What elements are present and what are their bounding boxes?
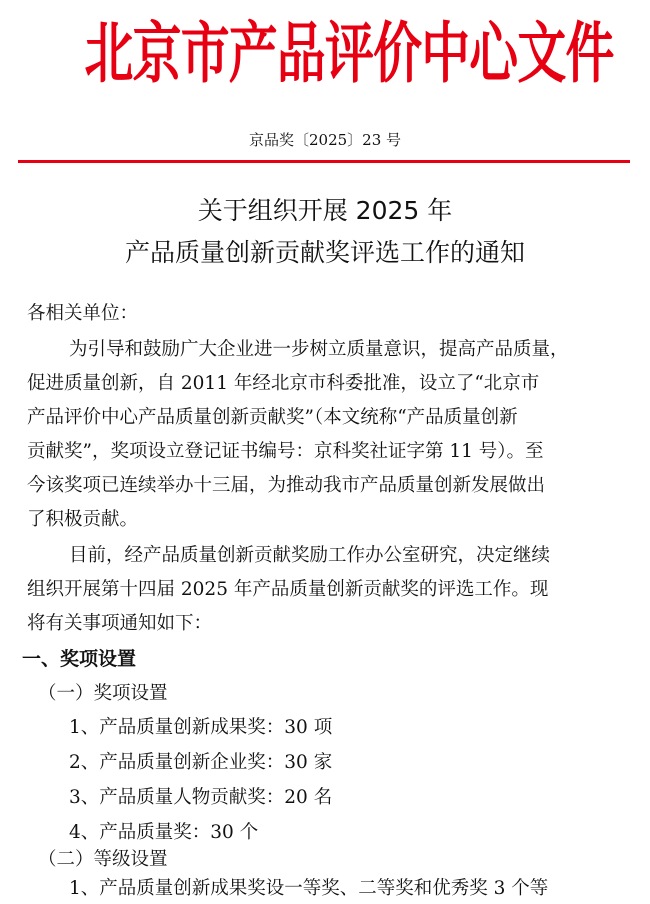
list-item: 4、产品质量奖：30 个: [69, 822, 259, 843]
section-heading: 一、奖项设置: [22, 648, 137, 670]
paragraph-line: 组织开展第十四届 2025 年产品质量创新贡献奖的评选工作。现: [27, 579, 549, 600]
list-item: 3、产品质量人物贡献奖：20 名: [69, 787, 333, 808]
paragraph-line: 了积极贡献。: [27, 509, 139, 530]
paragraph-line: 为引导和鼓励广大企业进一步树立质量意识，提高产品质量，: [69, 339, 569, 360]
subsection-heading: （一）奖项设置: [38, 683, 168, 704]
paragraph-line: 产品评价中心产品质量创新贡献奖”（本文统称“产品质量创新: [27, 407, 518, 428]
paragraph-line: 今该奖项已连续举办十三届，为推动我市产品质量创新发展做出: [27, 475, 546, 496]
document-number: 京品奖〔2025〕23 号: [248, 131, 402, 149]
paragraph-line: 将有关事项通知如下：: [27, 613, 213, 634]
list-item: 2、产品质量创新企业奖：30 家: [69, 752, 333, 773]
paragraph-line: 贡献奖”，奖项设立登记证书编号：京科奖社证字第 11 号）。至: [27, 441, 544, 462]
salutation: 各相关单位：: [27, 303, 139, 324]
notice-title-line-1: 关于组织开展 2025 年: [197, 196, 453, 225]
subsection-heading: （二）等级设置: [38, 849, 168, 870]
paragraph-line: 目前，经产品质量创新贡献奖励工作办公室研究，决定继续: [69, 545, 551, 566]
list-item: 1、产品质量创新成果奖设一等奖、二等奖和优秀奖 3 个等: [69, 878, 549, 899]
paragraph-line: 促进质量创新，自 2011 年经北京市科委批准，设立了“北京市: [27, 373, 540, 394]
masthead-title: 北京市产品评价中心文件: [84, 15, 614, 92]
list-item: 1、产品质量创新成果奖：30 项: [69, 717, 333, 738]
notice-title-line-2: 产品质量创新贡献奖评选工作的通知: [124, 238, 525, 267]
red-divider-line: [18, 160, 630, 163]
